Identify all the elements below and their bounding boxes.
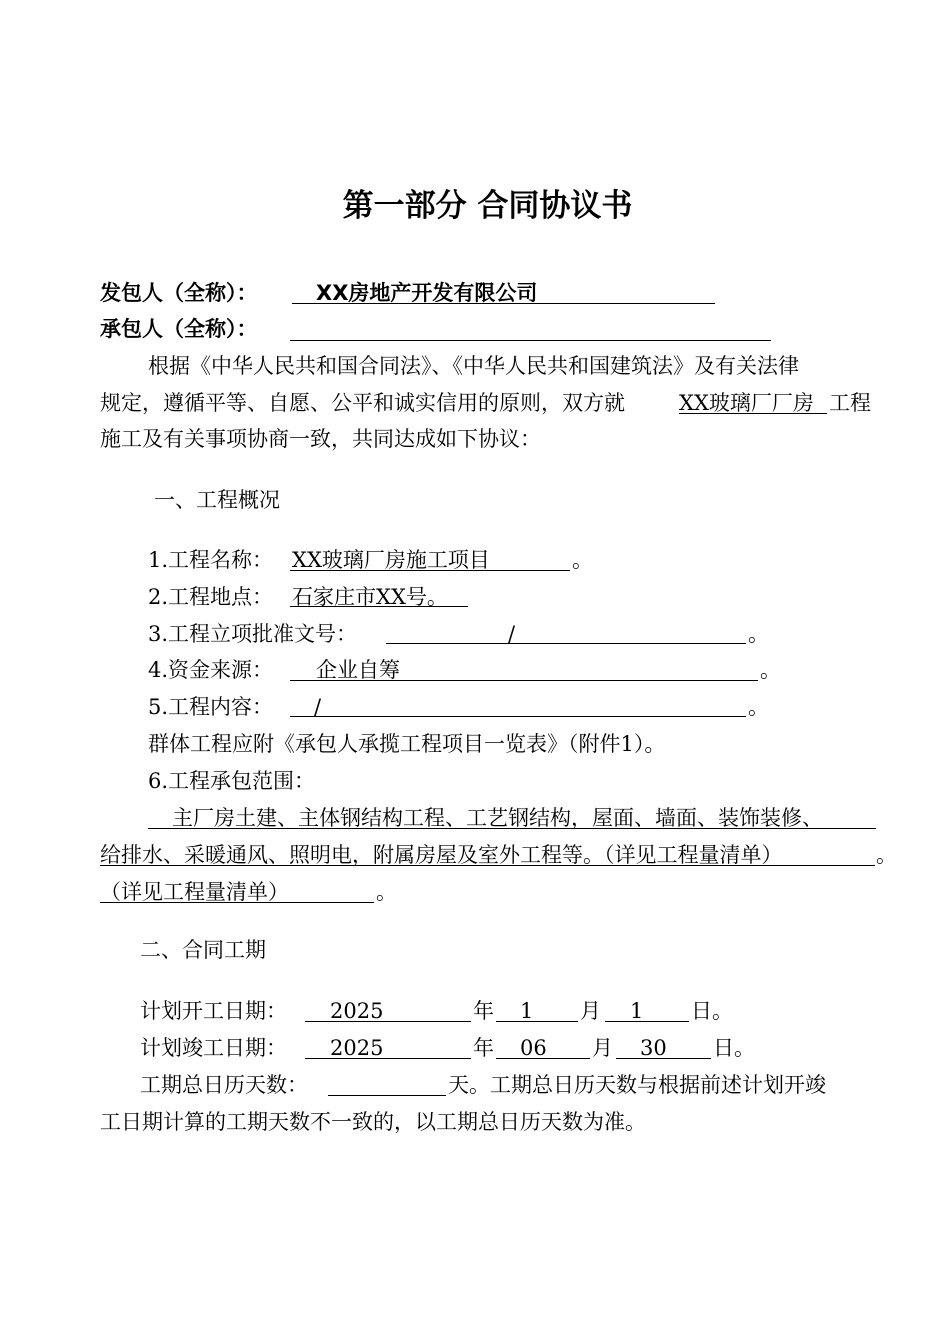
start-day: 1 (630, 999, 644, 1023)
item3-underline (386, 643, 746, 644)
end-month-underline (496, 1058, 590, 1059)
total-days-label: 工期总日历天数： (140, 1073, 308, 1097)
item4-label: 4.资金来源： (148, 658, 274, 682)
item5-period: 。 (748, 695, 769, 719)
start-year-underline (305, 1021, 471, 1022)
item5-label: 5.工程内容： (148, 695, 274, 719)
start-year-char: 年 (473, 999, 494, 1023)
item3-value: / (508, 622, 516, 646)
end-month-char: 月 (592, 1036, 613, 1060)
start-day-underline (605, 1021, 689, 1022)
intro-line-2b: 工程 (829, 391, 871, 415)
total-days-text-a: 天。工期总日历天数与根据前述计划开竣 (448, 1073, 826, 1097)
item6-label: 6.工程承包范围： (148, 769, 316, 793)
contractor-underline (290, 340, 771, 341)
item2-value: 石家庄市XX号。 (292, 585, 448, 609)
scope-line-1: 主厂房土建、主体钢结构工程、工艺钢结构，屋面、墙面、装饰装修、 (172, 806, 823, 830)
end-day-underline (616, 1058, 711, 1059)
end-date-label: 计划竣工日期： (140, 1036, 287, 1060)
total-days-underline (328, 1095, 446, 1096)
scope-line-3-underline (100, 902, 374, 903)
end-year-char: 年 (473, 1036, 494, 1060)
intro-line-1: 根据《中华人民共和国合同法》、《中华人民共和国建筑法》及有关法律 (148, 354, 799, 378)
scope-line-3: （详见工程量清单） (100, 880, 289, 904)
item5-value: / (314, 695, 322, 719)
employer-label: 发包人（全称）： (100, 281, 258, 305)
intro-line-3: 施工及有关事项协商一致，共同达成如下协议： (100, 427, 541, 451)
section2-heading: 二、合同工期 (140, 938, 266, 962)
contractor-label: 承包人（全称）： (100, 317, 258, 341)
scope-line-3-period: 。 (376, 880, 397, 904)
item2-label: 2.工程地点： (148, 585, 274, 609)
start-date-label: 计划开工日期： (140, 999, 287, 1023)
scope-line-1-underline (148, 828, 876, 829)
scope-line-2: 给排水、采暖通风、照明电，附属房屋及室外工程等。（详见工程量清单） (100, 843, 783, 867)
end-year-underline (305, 1058, 471, 1059)
item3-label: 3.工程立项批准文号： (148, 622, 358, 646)
group-note: 群体工程应附《承包人承揽工程项目一览表》（附件1）。 (148, 732, 666, 756)
item4-underline (290, 680, 758, 681)
end-month: 06 (520, 1036, 547, 1060)
intro-project-name: XX玻璃厂厂房 (679, 391, 814, 415)
scope-line-2-period: 。 (876, 843, 897, 867)
end-day-char: 日。 (713, 1036, 755, 1060)
total-days-text-b: 工日期计算的工期天数不一致的，以工期总日历天数为准。 (100, 1110, 646, 1134)
intro-line-2a: 规定，遵循平等、自愿、公平和诚实信用的原则，双方就 (100, 391, 625, 415)
start-month-char: 月 (580, 999, 601, 1023)
section1-heading: 一、工程概况 (154, 488, 280, 512)
item4-period: 。 (760, 658, 781, 682)
item1-label: 1.工程名称： (148, 548, 274, 572)
end-day: 30 (640, 1036, 667, 1060)
item5-underline (290, 716, 746, 717)
item1-value: XX玻璃厂房施工项目 (292, 548, 490, 572)
item1-period: 。 (572, 548, 593, 572)
start-day-char: 日。 (691, 999, 733, 1023)
intro-project-underline (679, 413, 827, 414)
employer-underline (292, 303, 715, 304)
end-year: 2025 (330, 1036, 384, 1060)
scope-line-2-underline (100, 865, 875, 866)
start-month: 1 (520, 999, 534, 1023)
employer-value: XX房地产开发有限公司 (316, 281, 538, 305)
page-title: 第一部分 合同协议书 (342, 188, 633, 224)
item1-underline (290, 570, 570, 571)
item4-value: 企业自筹 (316, 658, 400, 682)
start-month-underline (496, 1021, 578, 1022)
start-year: 2025 (330, 999, 384, 1023)
item2-underline (290, 606, 468, 607)
item3-period: 。 (748, 622, 769, 646)
